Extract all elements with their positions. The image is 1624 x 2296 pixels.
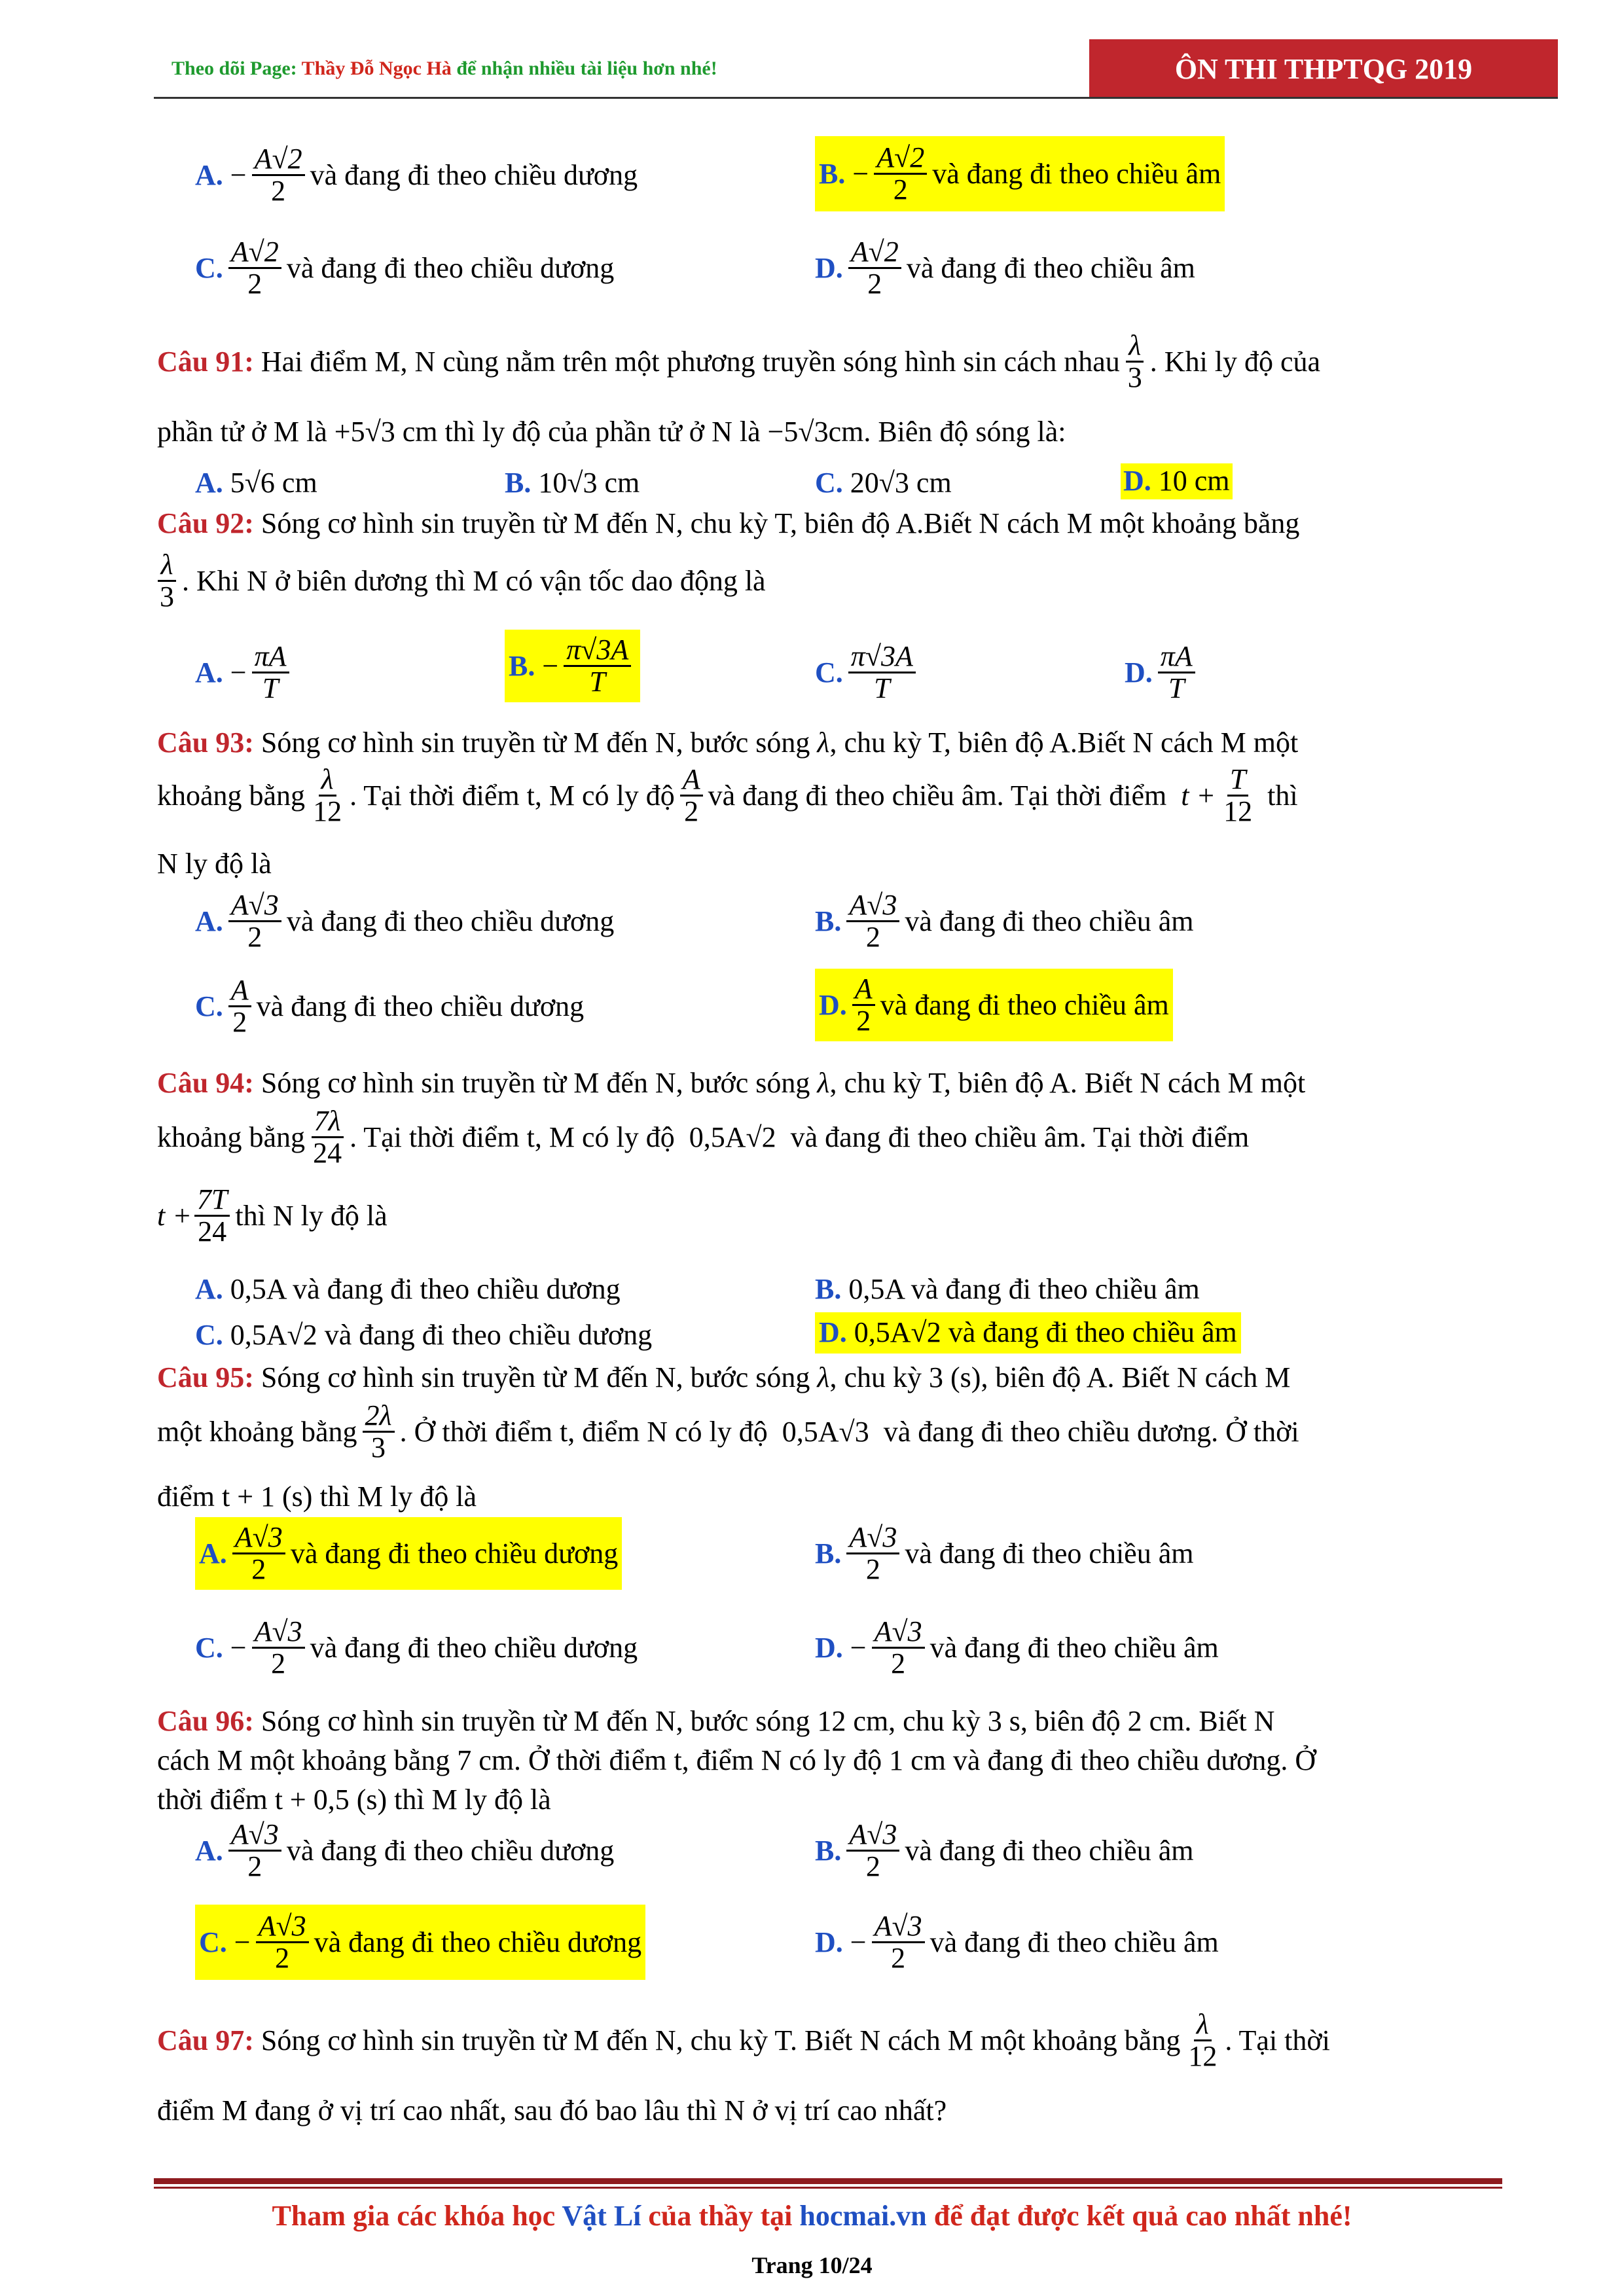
fraction-numerator: πA [1158,641,1195,673]
option-label: D. [815,252,843,285]
q96-option-d [815,1911,1219,1973]
option-label: D. [819,989,847,1022]
fraction-denominator: 2 [891,1942,906,1975]
fraction-numerator: A [852,974,875,1006]
option-fraction [872,1911,925,1973]
fraction-denominator: 2 [247,268,262,300]
option-fraction [852,974,875,1036]
question-text: . Ở thời điểm t, điểm N có ly độ [399,1416,768,1448]
fraction-numerator: πA [252,641,289,673]
option-text: và đang đi theo chiều dương [310,159,638,192]
option-text: và đang đi theo chiều dương [314,1926,642,1959]
q94-option-c [195,1319,652,1352]
n-displacement: −5√3 [767,416,829,448]
fraction-numerator: A√3 [228,1820,281,1852]
fraction-numerator: A√3 [846,890,899,922]
option-text: 5√6 cm [230,467,317,499]
footer-promo [0,2199,1624,2233]
fraction-numerator: T [1227,764,1248,797]
footer-site-link[interactable]: hocmai.vn [799,2200,927,2232]
option-label: B. [505,467,532,499]
lambda-symbol: λ [817,726,830,759]
option-text: 10√3 cm [538,467,640,499]
question-fraction [157,550,177,612]
fraction-numerator: A√3 [252,1617,305,1649]
option-label: D. [1123,465,1151,497]
question-text: , chu kỳ T, biên độ A.Biết N cách M một [829,726,1299,759]
fraction-numerator: π√3A [564,635,631,667]
option-label: A. [195,905,223,938]
option-fraction [872,1617,925,1679]
m-displacement: +5√3 [334,416,395,448]
option-text: 0,5A và đang đi theo chiều âm [848,1273,1200,1305]
q94-stem-line3 [157,1185,388,1247]
question-text: thì N ly độ là [235,1200,388,1232]
fraction-denominator: 2 [856,1005,871,1037]
option-label: B. [509,650,535,683]
header-suffix: để nhận nhiều tài liệu hơn nhé! [451,58,717,79]
fraction-numerator: A√2 [848,237,901,269]
option-label: B. [815,905,842,938]
option-label: B. [815,1537,842,1570]
option-text: và đang đi theo chiều dương [286,252,615,285]
question-text: Hai điểm M, N cùng nằm trên một phương truyền sóng hình sin cách nhau [261,346,1120,378]
header-exam-badge: ÔN THI THPTQG 2019 [1089,39,1558,98]
option-label: C. [195,252,223,285]
q96-stem-line1 [157,1705,1274,1738]
n-displacement: 0,5A√3 [782,1416,869,1448]
header-teacher-name: Thầy Đỗ Ngọc Hà [301,58,452,79]
option-fraction [256,1911,309,1973]
question-text: phần tử ở M là [157,416,327,448]
fraction-numerator: A [228,975,251,1007]
option-text: và đang đi theo chiều âm [932,158,1221,190]
time-prefix: t + [157,1200,192,1232]
fraction-denominator: 2 [891,1647,906,1680]
option-fraction [228,237,281,299]
question-label: Câu 92: [157,507,254,539]
question-text: Sóng cơ hình sin truyền từ M đến N, bước sóng [261,1361,810,1393]
fraction-numerator: A√2 [228,237,281,269]
option-label: B. [819,158,846,190]
q97-stem-line1 [157,2009,1330,2072]
option-sign: − [230,1632,247,1664]
fraction-denominator: 2 [275,1942,290,1975]
footer-text: Tham gia các khóa học [272,2200,562,2232]
q92-stem-line1 [157,507,1299,541]
option-text: và đang đi theo chiều dương [290,1537,619,1570]
question-label: Câu 96: [157,1705,254,1737]
question-text: , chu kỳ T, biên độ A. Biết N cách M một [829,1067,1306,1099]
option-sign: − [230,159,247,192]
fraction-numerator: 7T [194,1185,230,1217]
question-text: thì [1267,780,1298,812]
option-text: và đang đi theo chiều dương [286,1835,615,1867]
question-fraction [310,1106,344,1168]
option-fraction [252,641,289,704]
option-label: C. [195,1632,223,1664]
option-fraction [846,1522,899,1585]
option-fraction [846,1820,899,1882]
q92-stem-line2 [157,550,766,612]
footer-subject: Vật Lí [562,2200,641,2232]
q96-option-c [195,1905,645,1980]
fraction-numerator: 2λ [363,1401,395,1433]
q92-option-b [505,630,640,702]
option-text: 10 cm [1158,465,1230,497]
fraction-denominator: 3 [1127,361,1142,394]
footer-text: của thầy tại [641,2200,800,2232]
option-label: A. [195,1835,223,1867]
option-label: C. [195,1319,223,1351]
m-displacement: 0,5A√2 [689,1121,776,1154]
q95-option-d [815,1617,1219,1679]
option-label: A. [195,1273,223,1305]
q94-option-b [815,1273,1200,1306]
question-text: khoảng bằng [157,1121,306,1154]
q95-stem-line2 [157,1401,1299,1463]
fraction-denominator: 2 [271,175,286,207]
question-text: và đang đi theo chiều dương. Ở thời [883,1416,1299,1448]
q91-stem-line2 [157,416,1066,449]
fraction-denominator: 2 [251,1553,266,1586]
q96-stem-line2: cách M một khoảng bằng 7 cm. Ở thời điểm t, điểm N có ly độ 1 cm và đang đi theo chiều dương. Ở [157,1744,1316,1776]
question-text: và đang đi theo chiều âm. Tại thời điểm [790,1121,1250,1154]
fraction-denominator: 3 [371,1431,386,1464]
fraction-numerator: A√3 [872,1617,925,1649]
fraction-denominator: 12 [1188,2040,1218,2073]
question-fraction [1185,2009,1219,2072]
option-text: và đang đi theo chiều âm [929,1632,1219,1664]
q90-option-c [195,237,614,299]
question-fraction [1125,331,1145,393]
footer-text: để đạt được kết quả cao nhất nhé! [926,2200,1352,2232]
header-page-notice [171,58,717,80]
option-label: C. [199,1926,227,1959]
option-sign: − [542,650,559,683]
option-fraction [848,237,901,299]
fraction-numerator: A [680,764,703,797]
option-label: D. [819,1316,847,1348]
question-label: Câu 97: [157,2024,254,2057]
fraction-numerator: A√3 [846,1522,899,1554]
lambda-symbol: λ [817,1361,830,1393]
q93-stem-line2 [157,764,1298,827]
q95-stem-line1 [157,1361,1290,1395]
fraction-numerator: π√3A [848,641,916,673]
fraction-denominator: T [589,666,605,698]
option-fraction [846,890,899,952]
fraction-numerator: A√3 [256,1911,309,1943]
fraction-denominator: 2 [247,921,262,954]
option-label: D. [815,1632,843,1664]
option-label: B. [815,1835,842,1867]
fraction-numerator: A√3 [872,1911,925,1943]
question-text: Sóng cơ hình sin truyền từ M đến N, chu kỳ T, biên độ A.Biết N cách M một khoảng bằng [261,507,1300,539]
fraction-denominator: 3 [160,581,174,613]
page-number: Trang 10/24 [751,2252,873,2278]
q94-stem-line2 [157,1106,1249,1168]
option-text: 0,5A√2 và đang đi theo chiều âm [854,1316,1237,1348]
option-sign: − [234,1926,251,1959]
fraction-denominator: 24 [198,1215,227,1248]
option-sign: − [850,1926,867,1959]
q91-option-b [505,467,640,500]
fraction-denominator: 2 [865,1553,880,1586]
question-text: , chu kỳ 3 (s), biên độ A. Biết N cách M [829,1361,1291,1393]
question-fraction [1221,764,1255,827]
question-text: . Tại thời điểm t, M có ly độ [350,780,675,812]
option-text: và đang đi theo chiều dương [286,905,615,938]
option-label: B. [815,1273,842,1305]
question-text: khoảng bằng [157,780,306,812]
q93-stem-line1 [157,726,1298,760]
option-fraction [252,1617,305,1679]
question-text: . Khi N ở biên dương thì M có vận tốc dao động là [182,565,766,598]
option-fraction [228,1820,281,1882]
header-divider [154,97,1558,99]
time-prefix: t + [1181,780,1216,812]
q92-option-d [1125,641,1200,704]
q92-option-a [195,641,295,704]
fraction-numerator: λ [319,764,336,797]
option-label: D. [1125,656,1153,689]
question-text: một khoảng bằng [157,1416,357,1448]
option-text: và đang đi theo chiều âm [929,1926,1219,1959]
option-fraction [252,144,305,206]
question-label: Câu 94: [157,1067,254,1099]
q94-stem-line1 [157,1067,1305,1100]
option-label: A. [199,1537,227,1570]
option-label: C. [815,656,843,689]
option-text: 0,5A và đang đi theo chiều dương [230,1273,621,1305]
option-fraction [232,1522,285,1585]
option-fraction [1158,641,1195,704]
option-label: C. [195,990,223,1023]
question-label: Câu 91: [157,346,254,378]
fraction-numerator: A√3 [232,1522,285,1554]
q95-stem-line3: điểm t + 1 (s) thì M ly độ là [157,1480,477,1513]
q93-option-c [195,975,584,1037]
q96-option-a [195,1820,614,1882]
option-fraction [228,975,251,1037]
fraction-denominator: T [1168,672,1185,705]
question-fraction [194,1185,230,1247]
q90-option-d [815,237,1195,299]
question-text: Sóng cơ hình sin truyền từ M đến N, bước sóng [261,1067,810,1099]
option-text: và đang đi theo chiều âm [905,1537,1194,1570]
fraction-denominator: 2 [232,1006,247,1039]
q95-option-b [815,1522,1193,1585]
footer-divider-thin [154,2187,1502,2189]
question-text: . Tại thời điểm t, M có ly độ [350,1121,675,1154]
option-text: và đang đi theo chiều dương [310,1632,638,1664]
q94-option-a [195,1273,621,1306]
fraction-denominator: 2 [867,268,882,300]
fraction-numerator: λ [158,550,175,582]
q91-option-c [815,467,952,500]
question-fraction [680,764,703,827]
q94-option-d [815,1312,1241,1354]
question-fraction [310,764,344,827]
option-fraction [848,641,916,704]
fraction-numerator: A√2 [252,144,305,176]
fraction-denominator: 2 [247,1850,262,1883]
option-sign: − [850,1632,867,1664]
question-label: Câu 93: [157,726,254,759]
option-text: và đang đi theo chiều âm [905,1835,1194,1867]
q96-option-b [815,1820,1193,1882]
fraction-numerator: A√3 [846,1820,899,1852]
fraction-denominator: 2 [865,921,880,954]
q97-stem-line2: điểm M đang ở vị trí cao nhất, sau đó bao lâu thì N ở vị trí cao nhất? [157,2094,947,2126]
option-sign: − [230,656,247,689]
q96-stem-line3: thời điểm t + 0,5 (s) thì M ly độ là [157,1784,551,1816]
option-text: và đang đi theo chiều dương [256,990,585,1023]
q90-option-b [815,136,1225,211]
fraction-numerator: 7λ [312,1106,344,1138]
question-text: . Tại thời [1225,2024,1330,2057]
q95-option-c [195,1617,638,1679]
fraction-denominator: 2 [271,1647,286,1680]
option-text: 0,5A√2 và đang đi theo chiều dương [230,1319,653,1351]
fraction-numerator: λ [1126,331,1144,363]
fraction-denominator: 2 [684,795,699,828]
option-label: A. [195,159,223,192]
option-fraction [874,143,927,205]
question-text: . Khi ly độ của [1149,346,1321,378]
option-fraction [564,635,631,697]
question-label: Câu 95: [157,1361,254,1393]
question-fraction [363,1401,395,1463]
question-text: cm thì ly độ của phần tử ở N là [402,416,761,448]
q95-option-a [195,1517,622,1590]
fraction-numerator: λ [1194,2009,1212,2041]
fraction-denominator: 24 [313,1137,342,1170]
header-prefix: Theo dõi Page: [171,58,302,79]
fraction-denominator: 12 [313,795,342,828]
q92-option-c [815,641,921,704]
q93-option-a [195,890,614,952]
q91-stem-line1 [157,331,1320,393]
option-label: D. [815,1926,843,1959]
q93-option-d [815,969,1173,1041]
question-text: cm. Biên độ sóng là: [828,416,1066,448]
question-text: Sóng cơ hình sin truyền từ M đến N, bước sóng 12 cm, chu kỳ 3 s, biên độ 2 cm. Biết N [261,1705,1275,1737]
fraction-denominator: 12 [1223,795,1253,828]
q90-option-a [195,144,638,206]
option-text: và đang đi theo chiều âm [906,252,1195,285]
fraction-numerator: A√2 [874,143,927,175]
fraction-denominator: 2 [893,173,908,206]
footer-divider-thick [154,2178,1502,2184]
question-text: và đang đi theo chiều âm. Tại thời điểm [708,780,1167,812]
q93-stem-line3: N ly độ là [157,848,272,880]
q91-option-d [1121,463,1233,499]
fraction-denominator: 2 [865,1850,880,1883]
fraction-numerator: A√3 [228,890,281,922]
fraction-denominator: T [874,672,890,705]
option-label: A. [195,467,223,499]
lambda-symbol: λ [817,1067,830,1099]
q93-option-b [815,890,1193,952]
question-text: Sóng cơ hình sin truyền từ M đến N, chu kỳ T. Biết N cách M một khoảng bằng [261,2024,1181,2057]
option-sign: − [852,158,869,190]
q91-option-a [195,467,317,500]
fraction-denominator: T [262,672,279,705]
option-text: 20√3 cm [850,467,952,499]
option-label: C. [815,467,843,499]
option-label: A. [195,656,223,689]
question-text: Sóng cơ hình sin truyền từ M đến N, bước sóng [261,726,810,759]
option-fraction [228,890,281,952]
option-text: và đang đi theo chiều âm [880,989,1169,1022]
option-text: và đang đi theo chiều âm [905,905,1194,938]
